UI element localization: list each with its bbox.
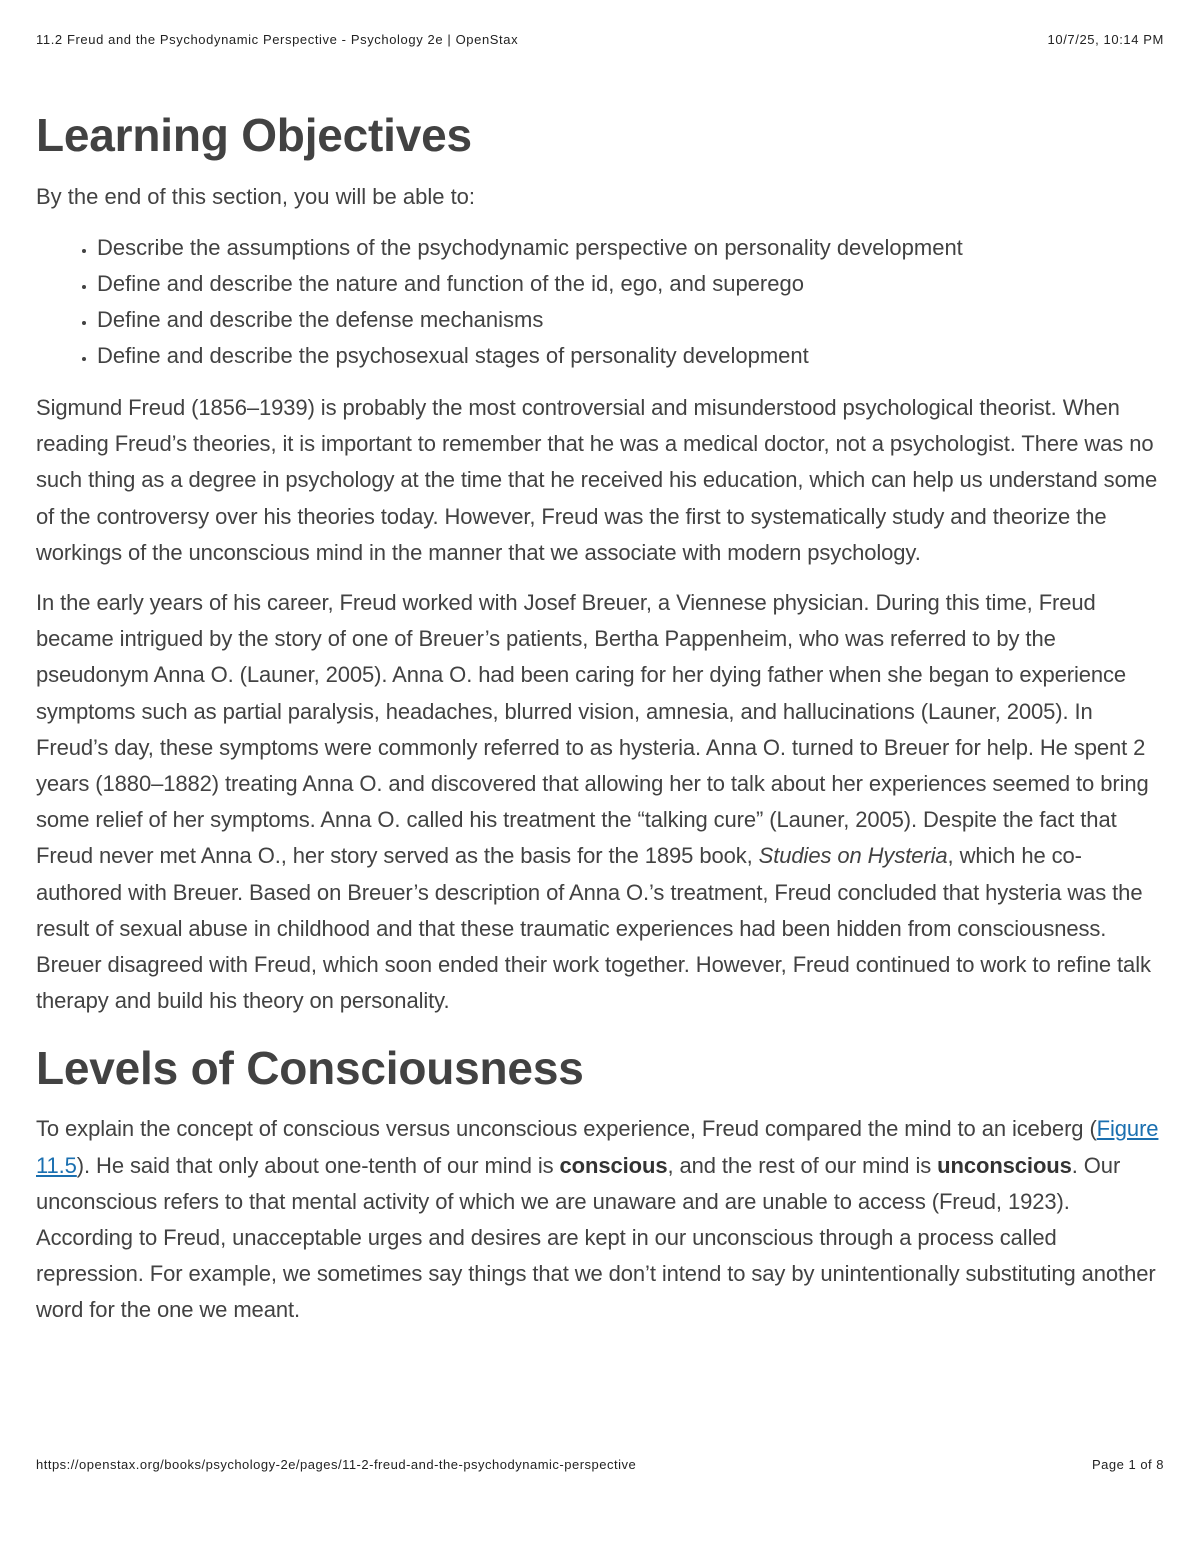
objectives-list xyxy=(36,230,1166,374)
learning-objectives-heading: Learning Objectives xyxy=(36,109,472,161)
book-title: Studies on Hysteria xyxy=(758,843,948,869)
print-footer-url: https://openstax.org/books/psychology-2e/pages/11-2-freud-and-the-psychodynamic-perspective xyxy=(36,1457,637,1472)
print-footer xyxy=(36,1457,1164,1472)
term-unconscious: unconscious xyxy=(937,1152,1072,1178)
objective-item: • Define and describe the defense mechanisms xyxy=(97,302,1166,338)
figure-11-5-link[interactable]: Figure 11.5 xyxy=(36,1116,1159,1178)
levels-of-consciousness-section xyxy=(36,1037,1166,1328)
paragraph-text: In the early years of his career, Freud worked with Josef Breuer, a Viennese physician. During this time, Freud became intrigued by the story of one of Breuer’s patients, Bertha Pappenheim, who was referred to by the pseudonym Anna O. (Launer, 2005). Anna O. had been caring for her dying father when she began to experience symptoms such as partial paralysis, headaches, blurred vision, amnesia, and hallucinations (Launer, 2005). In Freud’s day, these symptoms were commonly referred to as hysteria. Anna O. turned to Breuer for help. He spent 2 years (1880–1882) treating Anna O. and discovered that allowing her to talk about her experiences seemed to bring some relief of her symptoms. Anna O. called his treatment the “talking cure” (Launer, 2005). Despite the fact that Freud never met Anna O., her story served as the basis for the 1895 book, xyxy=(36,590,1149,869)
objectives-intro: By the end of this section, you will be able to: xyxy=(36,184,476,209)
paragraph-text: , which he co-authored with Breuer. Based on Breuer’s description of Anna O.’s treatment, Freud concluded that hysteria was the result of sexual abuse in childhood and that these traumatic experiences had been hidden from consciousness. Breuer disagreed with Freud, which soon ended their work together. However, Freud continued to work to refine talk therapy and build his theory on personality. xyxy=(36,843,1151,1014)
paragraph-text: To explain the concept of conscious versus unconscious experience, Freud compared the mind to an iceberg ( xyxy=(36,1116,1097,1142)
page-number: Page 1 of 8 xyxy=(1092,1457,1164,1472)
term-conscious: conscious xyxy=(559,1152,668,1178)
levels-heading: Levels of Consciousness xyxy=(36,1042,584,1095)
paragraph-text: , and the rest of our mind is xyxy=(667,1152,938,1178)
page-content xyxy=(36,104,1166,1343)
paragraph-freud-intro: Sigmund Freud (1856–1939) is probably the most controversial and misunderstood psychological theorist. When reading Freud’s theories, it is important to remember that he was a medical doctor, not a psychologist. There was no such thing as a degree in psychology at the time that he received his education, which can help us understand some of the controversy over his theories today. However, Freud was the first to systematically study and theorize the workings of the unconscious mind in the manner that we associate with modern psychology. xyxy=(36,395,1158,565)
objective-item: • Describe the assumptions of the psychodynamic perspective on personality development xyxy=(97,230,1166,266)
paragraph-iceberg xyxy=(36,1111,1166,1328)
paragraph-text: . Our unconscious refers to that mental activity of which we are unaware and are unable to access (Freud, 1923). According to Freud, unacceptable urges and desires are kept in our unconscious through a process called repression. For example, we sometimes say things that we don’t intend to say by unintentionally substituting another word for the one we meant. xyxy=(36,1152,1156,1323)
paragraph-anna-o xyxy=(36,585,1166,1019)
print-header xyxy=(36,32,1164,47)
objective-item: • Define and describe the nature and function of the id, ego, and superego xyxy=(97,266,1166,302)
paragraph-text: ). He said that only about one-tenth of our mind is xyxy=(76,1152,560,1178)
print-header-title: 11.2 Freud and the Psychodynamic Perspective - Psychology 2e | OpenStax xyxy=(36,32,519,47)
objective-item: • Define and describe the psychosexual stages of personality development xyxy=(97,338,1166,374)
learning-objectives-section xyxy=(36,104,1166,374)
print-header-datetime: 10/7/25, 10:14 PM xyxy=(1047,32,1164,47)
